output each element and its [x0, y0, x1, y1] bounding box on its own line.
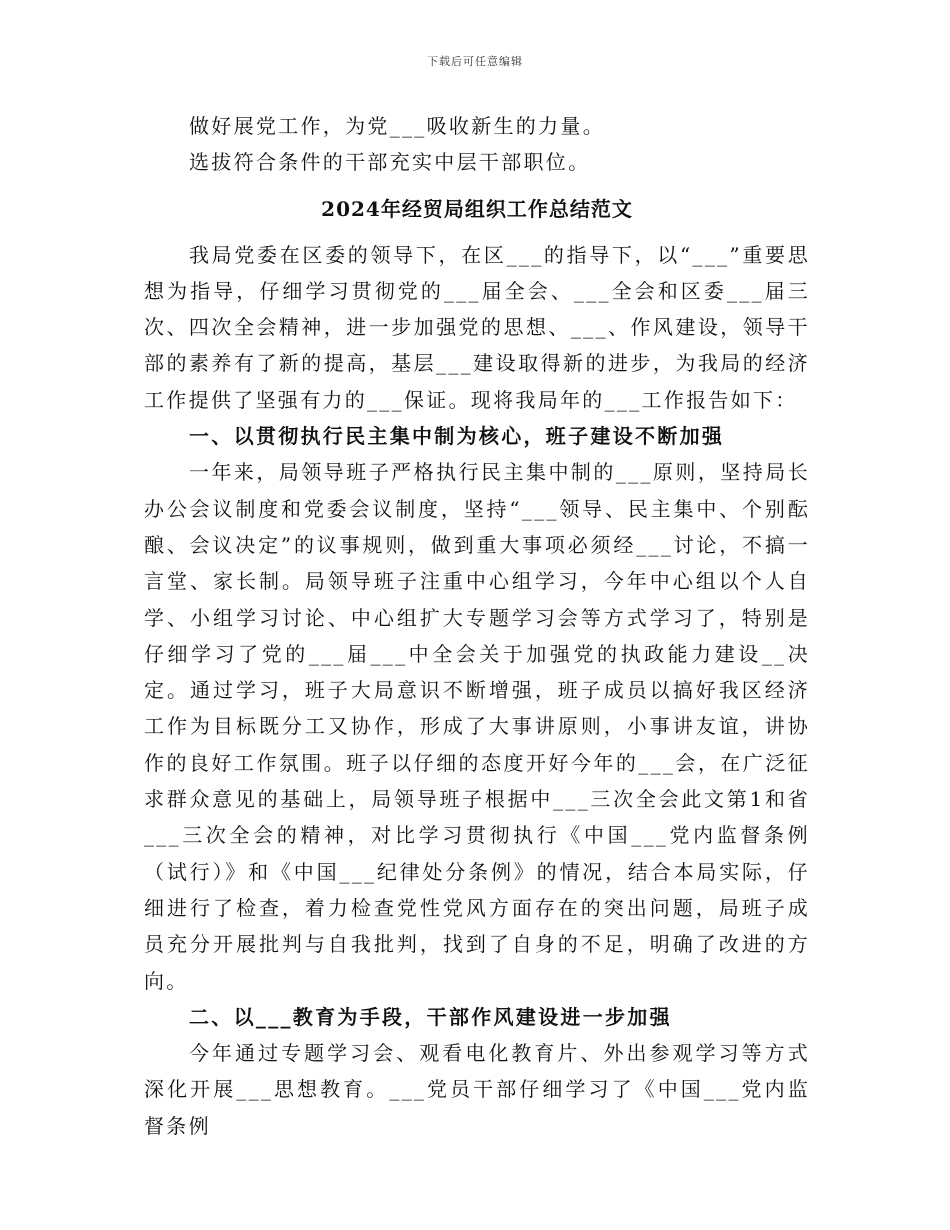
intro-line: 做好展党工作，为党___吸收新生的力量。 — [189, 114, 605, 138]
section-heading: 一、以贯彻执行民主集中制为核心，班子建设不断加强 — [189, 424, 725, 449]
document-body — [144, 108, 810, 1144]
paragraph: 今年通过专题学习会、观看电化教育片、外出参观学习等方式深化开展___思想教育。___党员干部仔细学习了《中国___党内监督条例 — [144, 1041, 810, 1138]
header-note: 下载后可任意编辑 — [427, 55, 523, 68]
section-heading: 二、以___教育为手段，干部作风建设进一步加强 — [189, 1004, 672, 1029]
paragraph: 我局党委在区委的领导下，在区___的指导下，以“___”重要思想为指导，仔细学习贯彻党的___届全会、___全会和区委___届三次、四次全会精神，进一步加强党的思想、___、作风建设，领导干部的素养有了新的提高，基层___建设取得新的进步，为我局的经济工作提供了坚强有力的___保证。现将我局年的___工作报告如下： — [144, 242, 810, 412]
paragraph: 一年来，局领导班子严格执行民主集中制的___原则，坚持局长办公会议制度和党委会议制度，坚持“___领导、民主集中、个别酝酿、会议决定”的议事规则，做到重大事项必须经___讨论，不搞一言堂、家长制。局领导班子注重中心组学习，今年中心组以个人自学、小组学习讨论、中心组扩大专题学习会等方式学习了，特别是仔细学习了党的___届___中全会关于加强党的执政能力建设__决定。通过学习，班子大局意识不断增强，班子成员以搞好我区经济工作为目标既分工又协作，形成了大事讲原则，小事讲友谊，讲协作的良好工作氛围。班子以仔细的态度开好今年的___会，在广泛征求群众意见的基础上，局领导班子根据中___三次全会此文第1和省___三次全会的精神，对比学习贯彻执行《中国___党内监督条例（试行）》和《中国___纪律处分条例》的情况，结合本局实际，仔细进行了检查，着力检查党性党风方面存在的突出问题，局班子成员充分开展批判与自我批判，找到了自身的不足，明确了改进的方向。 — [144, 460, 810, 993]
intro-line: 选拔符合条件的干部充实中层干部职位。 — [189, 150, 591, 175]
document-title: 2024年经贸局组织工作总结范文 — [321, 196, 633, 221]
